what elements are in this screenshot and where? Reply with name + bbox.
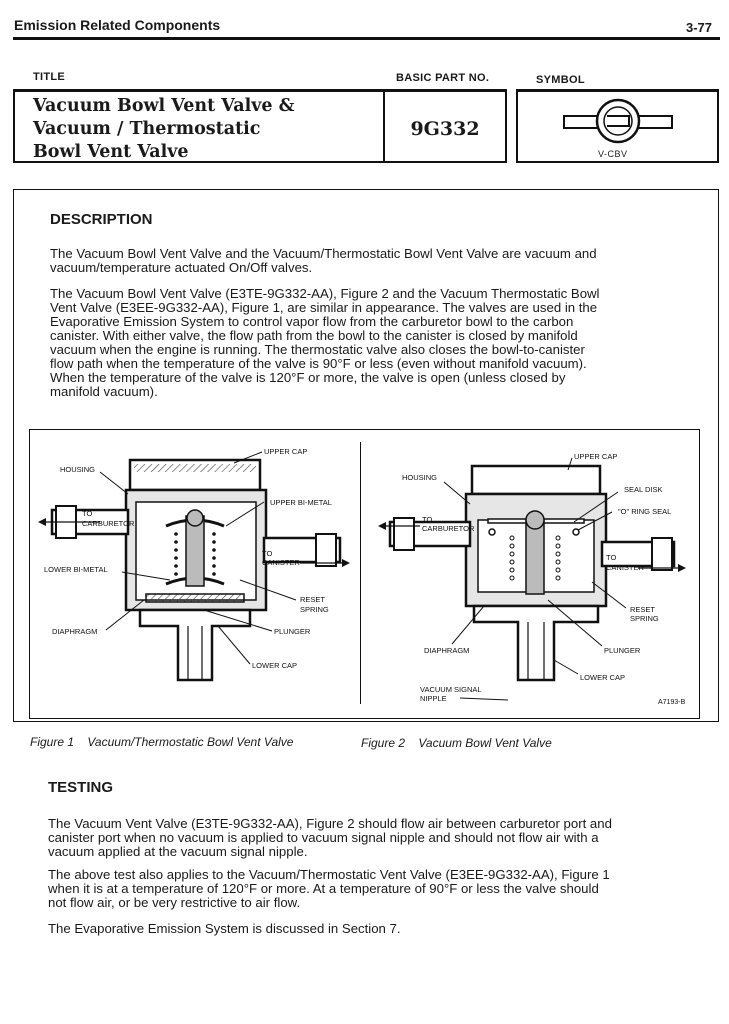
- fig2-label-to: TO: [422, 515, 433, 524]
- testing-paragraph-1: [48, 817, 612, 859]
- fig1-label-to: TO: [82, 509, 93, 518]
- symbol-label: SYMBOL: [536, 74, 585, 86]
- description-paragraph-1: [50, 247, 597, 275]
- text-line: Evaporative Emission System to control vapor flow from the carburetor bowl to the carbon: [50, 314, 574, 329]
- page-number: 3-77: [685, 20, 712, 35]
- text-line: canister. With either valve, the flow path from the bowl to the canister is closed by manifold: [50, 328, 578, 343]
- testing-paragraph-2: [48, 868, 610, 910]
- part-number: 9G332: [410, 118, 480, 140]
- fig1-label-upper-cap: UPPER CAP: [264, 447, 308, 456]
- text-line: manifold vacuum).: [50, 384, 158, 399]
- fig2-label-nipple: NIPPLE: [420, 694, 447, 703]
- text-line: Vent Valve (E3EE-9G332-AA), Figure 1, are similar in appearance. The valves are used in the: [50, 300, 598, 315]
- fig2-label-seal-disk: SEAL DISK: [624, 485, 663, 494]
- figure-1-caption: [30, 735, 293, 749]
- component-title: [33, 95, 294, 164]
- fig1-label-to-canister-2: CANISTER: [262, 558, 300, 567]
- text-line: The Evaporative Emission System is discussed in Section 7.: [48, 921, 401, 936]
- symbol-box: [516, 89, 719, 163]
- part-number-box: [383, 89, 507, 163]
- figure-2-title: Vacuum Bowl Vent Valve: [418, 736, 552, 750]
- figure-2-number: Figure 2: [361, 736, 406, 750]
- fig1-label-spring: SPRING: [300, 605, 329, 614]
- text-line: vacuum/temperature actuated On/Off valves.: [50, 260, 313, 275]
- text-line: The Vacuum Bowl Vent Valve (E3TE-9G332-AA), Figure 2 and the Vacuum Thermostatic Bowl: [50, 286, 600, 301]
- title-line: Vacuum / Thermostatic: [33, 119, 261, 139]
- title-box: [13, 89, 383, 163]
- description-paragraph-2: [50, 287, 600, 399]
- text-line: flow path when the temperature of the valve is 90°F or less (even without manifold vacuum).: [50, 356, 587, 371]
- symbol-caption: V-CBV: [598, 149, 628, 159]
- text-line: when it is at a temperature of 120°F or more. At a temperature of 90°F or less the valve should: [48, 881, 599, 896]
- fig1-label-to-canister-1: TO: [262, 549, 273, 558]
- fig1-label-upper-bimetal: UPPER BI-METAL: [270, 498, 332, 507]
- section-header: Emission Related Components: [14, 17, 221, 33]
- fig2-label-o-ring: "O" RING SEAL: [618, 507, 672, 516]
- fig2-label-upper-cap: UPPER CAP: [574, 452, 618, 461]
- fig2-ref-code: A7193-B: [658, 699, 686, 706]
- figure-1-title: Vacuum/Thermostatic Bowl Vent Valve: [87, 735, 294, 749]
- basic-part-label: BASIC PART NO.: [396, 72, 490, 84]
- text-line: The Vacuum Bowl Vent Valve and the Vacuum/Thermostatic Bowl Vent Valve are vacuum and: [50, 246, 597, 261]
- fig1-label-reset: RESET: [300, 595, 326, 604]
- description-heading: DESCRIPTION: [50, 211, 153, 228]
- fig2-label-carburetor: CARBURETOR: [422, 524, 475, 533]
- text-line: not flow air, or be very restrictive to air flow.: [48, 895, 301, 910]
- fig1-label-lower-bimetal: LOWER BI-METAL: [44, 565, 108, 574]
- testing-paragraph-3: [48, 922, 401, 936]
- text-line: The above test also applies to the Vacuum/Thermostatic Vent Valve (E3EE-9G332-AA), Figure 1: [48, 867, 610, 882]
- text-line: The Vacuum Vent Valve (E3TE-9G332-AA), Figure 2 should flow air between carburetor port and: [48, 816, 612, 831]
- fig1-label-diaphragm: DIAPHRAGM: [52, 627, 98, 636]
- header-rule: [13, 37, 720, 40]
- fig1-label-plunger: PLUNGER: [274, 627, 311, 636]
- lower-cap-shape: [474, 606, 598, 680]
- fig1-label-carburetor: CARBURETOR: [82, 519, 135, 528]
- fig2-label-plunger: PLUNGER: [604, 646, 641, 655]
- upper-cap-shape: [472, 466, 600, 494]
- fig2-label-to-canister-2: CANISTER: [606, 563, 644, 572]
- figure-1-number: Figure 1: [30, 735, 75, 749]
- text-line: vacuum applied at the vacuum signal nipple.: [48, 844, 308, 859]
- title-line: Bowl Vent Valve: [33, 142, 189, 162]
- figure-2-diagram: [362, 430, 698, 718]
- fig1-label-housing: HOUSING: [60, 465, 96, 474]
- fig2-label-vacuum-signal: VACUUM SIGNAL: [420, 685, 482, 694]
- fig1-label-lower-cap: LOWER CAP: [252, 661, 298, 670]
- figures-divider: [360, 442, 361, 704]
- title-label: TITLE: [33, 71, 66, 83]
- text-line: vacuum when the engine is running. The thermostatic valve also closes the bowl-to-canister: [50, 342, 585, 357]
- fig2-label-spring: SPRING: [630, 614, 659, 623]
- fig2-label-diaphragm: DIAPHRAGM: [424, 646, 470, 655]
- title-line: Vacuum Bowl Vent Valve &: [33, 96, 295, 116]
- text-line: canister port when no vacuum is applied to vacuum signal nipple and should not flow air with a: [48, 830, 599, 845]
- testing-heading: TESTING: [48, 779, 114, 796]
- fig2-label-lower-cap: LOWER CAP: [580, 673, 626, 682]
- figure-1-diagram: [30, 430, 360, 718]
- text-line: When the temperature of the valve is 120°F or more, the valve is open (unless closed by: [50, 370, 566, 385]
- figure-2-caption: [361, 736, 552, 750]
- fig2-label-housing: HOUSING: [402, 473, 438, 482]
- fig2-label-to-canister-1: TO: [606, 553, 617, 562]
- fig2-label-reset: RESET: [630, 605, 656, 614]
